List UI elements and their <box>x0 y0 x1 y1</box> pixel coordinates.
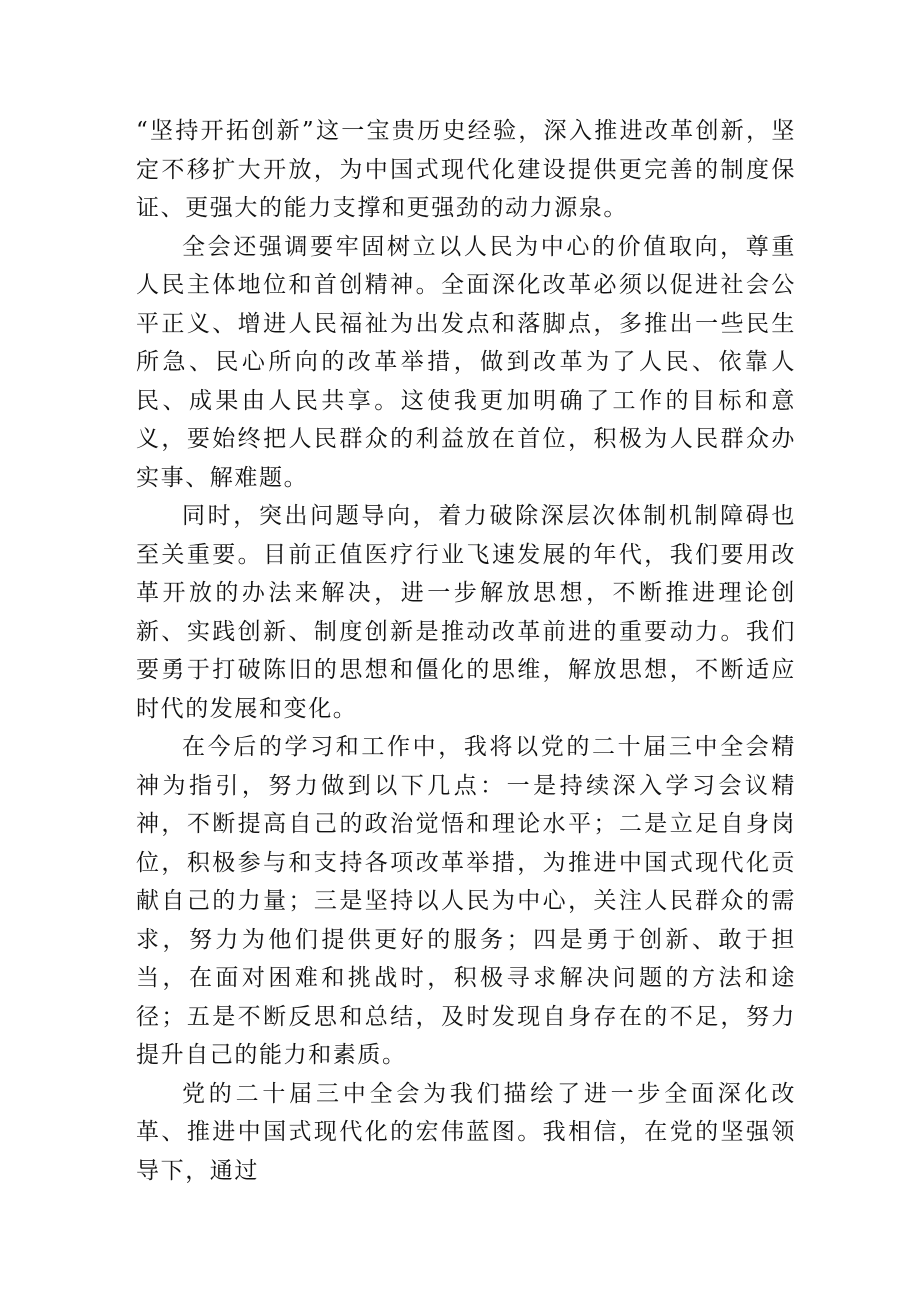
paragraph-people-centered: 全会还强调要牢固树立以人民为中心的价值取向，尊重人民主体地位和首创精神。全面深化改革必须以促进社会公平正义、增进人民福祉为出发点和落脚点，多推出一些民生所急、民心所向的改革举措，做到改革为了人民、依靠人民、成果由人民共享。这使我更加明确了工作的目标和意义，要始终把人民群众的利益放在首位，积极为人民群众办实事、解难题。 <box>136 233 796 491</box>
paragraph-problem-oriented: 同时，突出问题导向，着力破除深层次体制机制障碍也至关重要。目前正值医疗行业飞速发展的年代，我们要用改革开放的办法来解决，进一步解放思想，不断推进理论创新、实践创新、制度创新是推动改革前进的重要动力。我们要勇于打破陈旧的思想和僵化的思维，解放思想，不断适应时代的发展和变化。 <box>136 503 796 722</box>
paragraph-continuation: “坚持开拓创新”这一宝贵历史经验，深入推进改革创新，坚定不移扩大开放，为中国式现代化建设提供更完善的制度保证、更强大的能力支撑和更强劲的动力源泉。 <box>136 118 796 221</box>
paragraph-conclusion: 党的二十届三中全会为我们描绘了进一步全面深化改革、推进中国式现代化的宏伟蓝图。我相信，在党的坚强领导下，通过 <box>136 1080 796 1184</box>
paragraph-future-plans: 在今后的学习和工作中，我将以党的二十届三中全会精神为指引，努力做到以下几点：一是持续深入学习会议精神，不断提高自己的政治觉悟和理论水平；二是立足自身岗位，积极参与和支持各项改革举措，为推进中国式现代化贡献自己的力量；三是坚持以人民为中心，关注人民群众的需求，努力为他们提供更好的服务；四是勇于创新、敢于担当，在面对困难和挑战时，积极寻求解决问题的方法和途径；五是不断反思和总结，及时发现自身存在的不足，努力提升自己的能力和素质。 <box>136 734 796 1068</box>
document-body <box>136 112 796 1190</box>
